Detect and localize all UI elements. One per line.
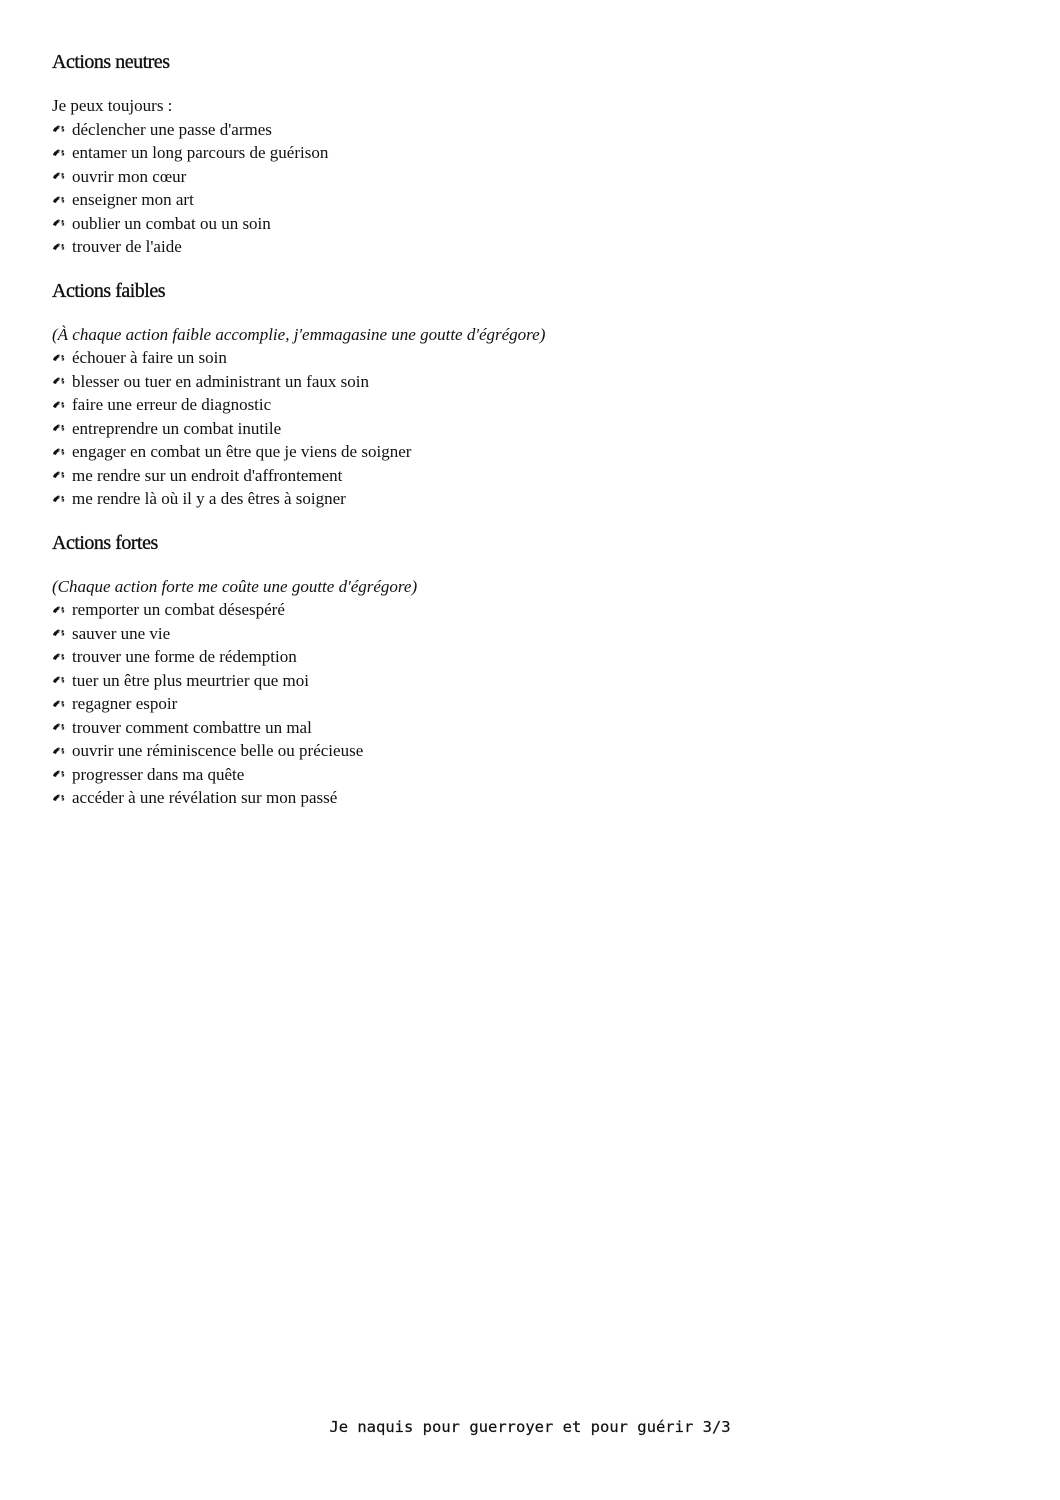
list-item-text: trouver de l'aide [72, 237, 182, 256]
fleuron-icon [52, 652, 66, 662]
fleuron-icon [52, 447, 66, 457]
list-item-text: remporter un combat désespéré [72, 600, 285, 619]
fleuron-icon [52, 400, 66, 410]
fleuron-icon [52, 195, 66, 205]
list-item-text: sauver une vie [72, 623, 171, 643]
section-body [52, 575, 1012, 810]
list-item-text: me rendre là où il y a des êtres à soigner [72, 489, 346, 508]
action-list [52, 598, 1012, 810]
list-item [52, 739, 1012, 763]
section-spacer [52, 511, 1012, 529]
list-item [52, 645, 1012, 669]
section-actions-fortes [52, 529, 1012, 810]
list-item-text: oublier un combat ou un soin [72, 213, 271, 233]
fleuron-icon [52, 675, 66, 685]
page-content [52, 48, 1012, 810]
list-item [52, 598, 1012, 622]
list-item-text: tuer un être plus meurtrier que moi [72, 670, 309, 690]
list-item [52, 763, 1012, 787]
fleuron-icon [52, 124, 66, 134]
fleuron-icon [52, 699, 66, 709]
list-item [52, 235, 1012, 259]
list-item [52, 440, 1012, 464]
section-title: Actions neutres [52, 51, 170, 73]
section-actions-faibles [52, 277, 1012, 511]
list-item-text: regagner espoir [72, 694, 178, 713]
list-item [52, 669, 1012, 693]
list-item [52, 141, 1012, 165]
list-item-text: ouvrir mon cœur [72, 166, 187, 186]
list-item-text: blesser ou tuer en administrant un faux soin [72, 371, 369, 391]
section-intro: (À chaque action faible accomplie, j'emmagasine une goutte d'égrégore) [52, 324, 546, 344]
list-item-text: accéder à une révélation sur mon passé [72, 788, 338, 807]
section-intro: (Chaque action forte me coûte une goutte d'égrégore) [52, 576, 418, 596]
list-item [52, 370, 1012, 394]
list-item [52, 346, 1012, 370]
fleuron-icon [52, 494, 66, 504]
list-item-text: ouvrir une réminiscence belle ou précieuse [72, 741, 364, 760]
fleuron-icon [52, 605, 66, 615]
list-item [52, 692, 1012, 716]
fleuron-icon [52, 628, 66, 638]
list-item-text: trouver comment combattre un mal [72, 717, 312, 737]
list-item-text: trouver une forme de rédemption [72, 647, 297, 666]
action-list [52, 118, 1012, 259]
fleuron-icon [52, 353, 66, 363]
list-item-text: déclencher une passe d'armes [72, 119, 272, 139]
list-item-text: échouer à faire un soin [72, 348, 227, 367]
list-item-text: enseigner mon art [72, 190, 194, 209]
list-item [52, 487, 1012, 511]
list-item [52, 417, 1012, 441]
section-intro: Je peux toujours : [52, 96, 173, 115]
section-title: Actions faibles [52, 279, 166, 302]
list-item [52, 188, 1012, 212]
section-spacer [52, 259, 1012, 277]
list-item [52, 622, 1012, 646]
list-item [52, 165, 1012, 189]
list-item-text: entamer un long parcours de guérison [72, 143, 329, 162]
section-body [52, 94, 1012, 259]
section-title: Actions fortes [52, 531, 158, 554]
fleuron-icon [52, 793, 66, 803]
list-item-text: entreprendre un combat inutile [72, 418, 282, 438]
fleuron-icon [52, 423, 66, 433]
list-item-text: me rendre sur un endroit d'affrontement [72, 465, 343, 485]
fleuron-icon [52, 171, 66, 181]
section-actions-neutres [52, 48, 1012, 259]
section-body [52, 323, 1012, 511]
list-item-text: faire une erreur de diagnostic [72, 395, 272, 414]
page-footer: Je naquis pour guerroyer et pour guérir 3/3 [329, 1418, 731, 1436]
list-item [52, 786, 1012, 810]
list-item [52, 464, 1012, 488]
list-item [52, 212, 1012, 236]
fleuron-icon [52, 148, 66, 158]
list-item [52, 716, 1012, 740]
fleuron-icon [52, 769, 66, 779]
fleuron-icon [52, 376, 66, 386]
fleuron-icon [52, 218, 66, 228]
action-list [52, 346, 1012, 511]
list-item-text: progresser dans ma quête [72, 764, 245, 784]
fleuron-icon [52, 470, 66, 480]
fleuron-icon [52, 722, 66, 732]
list-item-text: engager en combat un être que je viens de soigner [72, 442, 412, 461]
list-item [52, 393, 1012, 417]
fleuron-icon [52, 746, 66, 756]
fleuron-icon [52, 242, 66, 252]
list-item [52, 118, 1012, 142]
